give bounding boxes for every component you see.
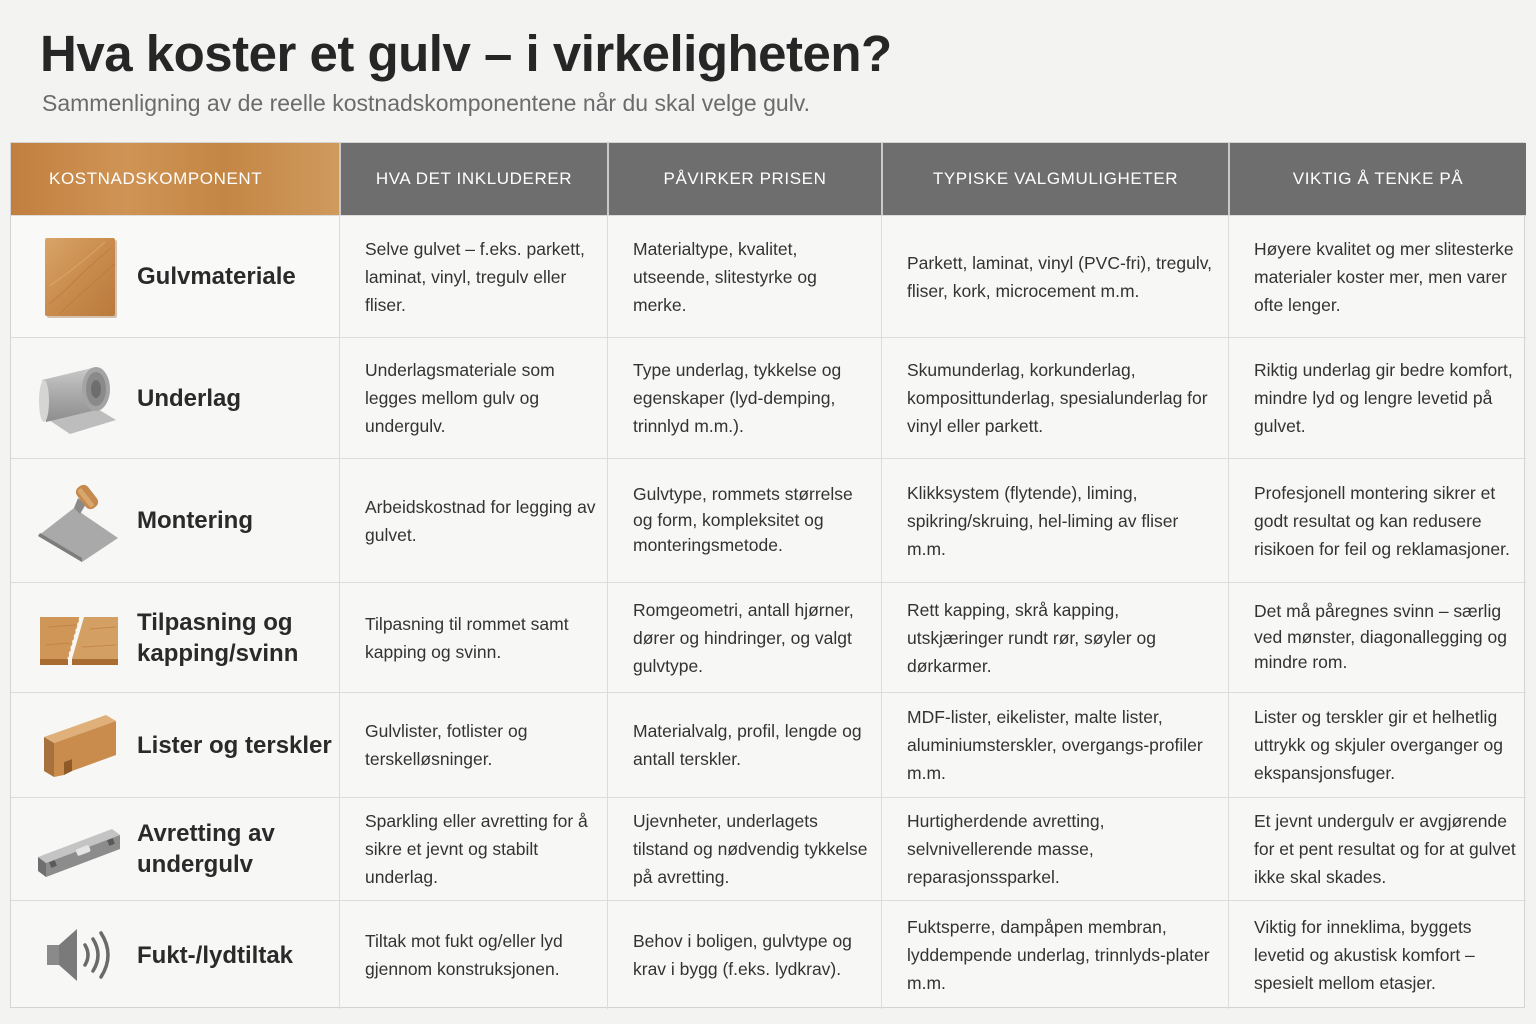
cut-board-icon bbox=[35, 594, 123, 682]
cell-includes: Sparkling eller avretting for å sikre et jevnt og stabilt underlag. bbox=[339, 797, 607, 900]
cell-affects: Materialvalg, profil, lengde og antall terskler. bbox=[607, 692, 881, 797]
cell-options: MDF-lister, eikelister, malte lister, aluminiumsterskler, overgangs-profiler m.m. bbox=[881, 692, 1228, 797]
cell-consider: Høyere kvalitet og mer slitesterke materialer koster mer, men varer ofte lenger. bbox=[1228, 215, 1526, 337]
wood-panel-icon bbox=[35, 233, 123, 321]
cell-consider: Lister og terskler gir et helhetlig uttrykk og skjuler overganger og ekspansjonsfuger. bbox=[1228, 692, 1526, 797]
row-title: Tilpasning og kapping/svinn bbox=[137, 608, 299, 667]
column-header-includes: HVA DET INKLUDERER bbox=[339, 143, 607, 215]
row-header-avretting bbox=[11, 797, 339, 900]
page-subtitle: Sammenligning av de reelle kostnadskomponentene når du skal velge gulv. bbox=[42, 90, 810, 116]
column-header-consider: VIKTIG Å TENKE PÅ bbox=[1228, 143, 1526, 215]
underlay-roll-icon bbox=[35, 354, 123, 442]
column-header-affects: PÅVIRKER PRISEN bbox=[607, 143, 881, 215]
row-title: Underlag bbox=[137, 384, 242, 412]
row-header-underlag bbox=[11, 337, 339, 458]
skirting-board-icon bbox=[35, 701, 123, 789]
spirit-level-icon bbox=[35, 805, 123, 893]
cell-consider: Viktig for inneklima, byggets levetid og akustisk komfort – spesielt mellom etasjer. bbox=[1228, 900, 1526, 1009]
cell-consider: Riktig underlag gir bedre komfort, mindre lyd og lengre levetid på gulvet. bbox=[1228, 337, 1526, 458]
column-header-component: KOSTNADSKOMPONENT bbox=[11, 143, 339, 215]
row-title: Gulvmateriale bbox=[137, 263, 296, 290]
speaker-sound-icon bbox=[35, 911, 123, 999]
row-title: Lister og terskler bbox=[137, 731, 332, 759]
cell-includes: Gulvlister, fotlister og terskelløsninger. bbox=[339, 692, 607, 797]
row-title: Fukt-/lydtiltak bbox=[137, 941, 294, 969]
cell-includes: Tiltak mot fukt og/eller lyd gjennom konstruksjonen. bbox=[339, 900, 607, 1009]
cell-includes: Underlagsmateriale som legges mellom gulv og undergulv. bbox=[339, 337, 607, 458]
cell-affects: Behov i boligen, gulvtype og krav i bygg (f.eks. lydkrav). bbox=[607, 900, 881, 1009]
cell-affects: Type underlag, tykkelse og egenskaper (lyd-demping, trinnlyd m.m.). bbox=[607, 337, 881, 458]
row-header-montering bbox=[11, 458, 339, 582]
trowel-icon bbox=[35, 477, 123, 565]
row-title: Avretting av undergulv bbox=[137, 820, 275, 878]
cell-options: Klikksystem (flytende), liming, spikring/skruing, hel-liming av fliser m.m. bbox=[881, 458, 1228, 582]
cell-consider: Det må påregnes svinn – særlig ved mønster, diagonallegging og mindre rom. bbox=[1228, 582, 1526, 692]
row-title: Montering bbox=[137, 507, 253, 534]
column-header-options: TYPISKE VALGMULIGHETER bbox=[881, 143, 1228, 215]
cell-options: Hurtigherdende avretting, selvnivellerende masse, reparasjonssparkel. bbox=[881, 797, 1228, 900]
row-header-tilpasning bbox=[11, 582, 339, 692]
cell-includes: Tilpasning til rommet samt kapping og svinn. bbox=[339, 582, 607, 692]
row-header-lister bbox=[11, 692, 339, 797]
cell-consider: Profesjonell montering sikrer et godt resultat og kan redusere risikoen for feil og reklamasjoner. bbox=[1228, 458, 1526, 582]
row-header-fukt-lyd bbox=[11, 900, 339, 1009]
cell-consider: Et jevnt undergulv er avgjørende for et pent resultat og for at gulvet ikke skal skades. bbox=[1228, 797, 1526, 900]
page-title: Hva koster et gulv – i virkeligheten? bbox=[40, 25, 892, 82]
cost-table bbox=[10, 142, 1525, 1008]
cell-includes: Selve gulvet – f.eks. parkett, laminat, vinyl, tregulv eller fliser. bbox=[339, 215, 607, 337]
cell-options: Parkett, laminat, vinyl (PVC-fri), tregulv, fliser, kork, microcement m.m. bbox=[881, 215, 1228, 337]
cell-affects: Materialtype, kvalitet, utseende, slitestyrke og merke. bbox=[607, 215, 881, 337]
cell-options: Rett kapping, skrå kapping, utskjæringer rundt rør, søyler og dørkarmer. bbox=[881, 582, 1228, 692]
cell-options: Fuktsperre, dampåpen membran, lyddempende underlag, trinnlyds-plater m.m. bbox=[881, 900, 1228, 1009]
row-header-gulvmateriale bbox=[11, 215, 339, 337]
cell-options: Skumunderlag, korkunderlag, komposittunderlag, spesialunderlag for vinyl eller parkett. bbox=[881, 337, 1228, 458]
cell-includes: Arbeidskostnad for legging av gulvet. bbox=[339, 458, 607, 582]
cell-affects: Gulvtype, rommets størrelse og form, kompleksitet og monteringsmetode. bbox=[607, 458, 881, 582]
cell-affects: Ujevnheter, underlagets tilstand og nødvendig tykkelse på avretting. bbox=[607, 797, 881, 900]
cell-affects: Romgeometri, antall hjørner, dører og hindringer, og valgt gulvtype. bbox=[607, 582, 881, 692]
